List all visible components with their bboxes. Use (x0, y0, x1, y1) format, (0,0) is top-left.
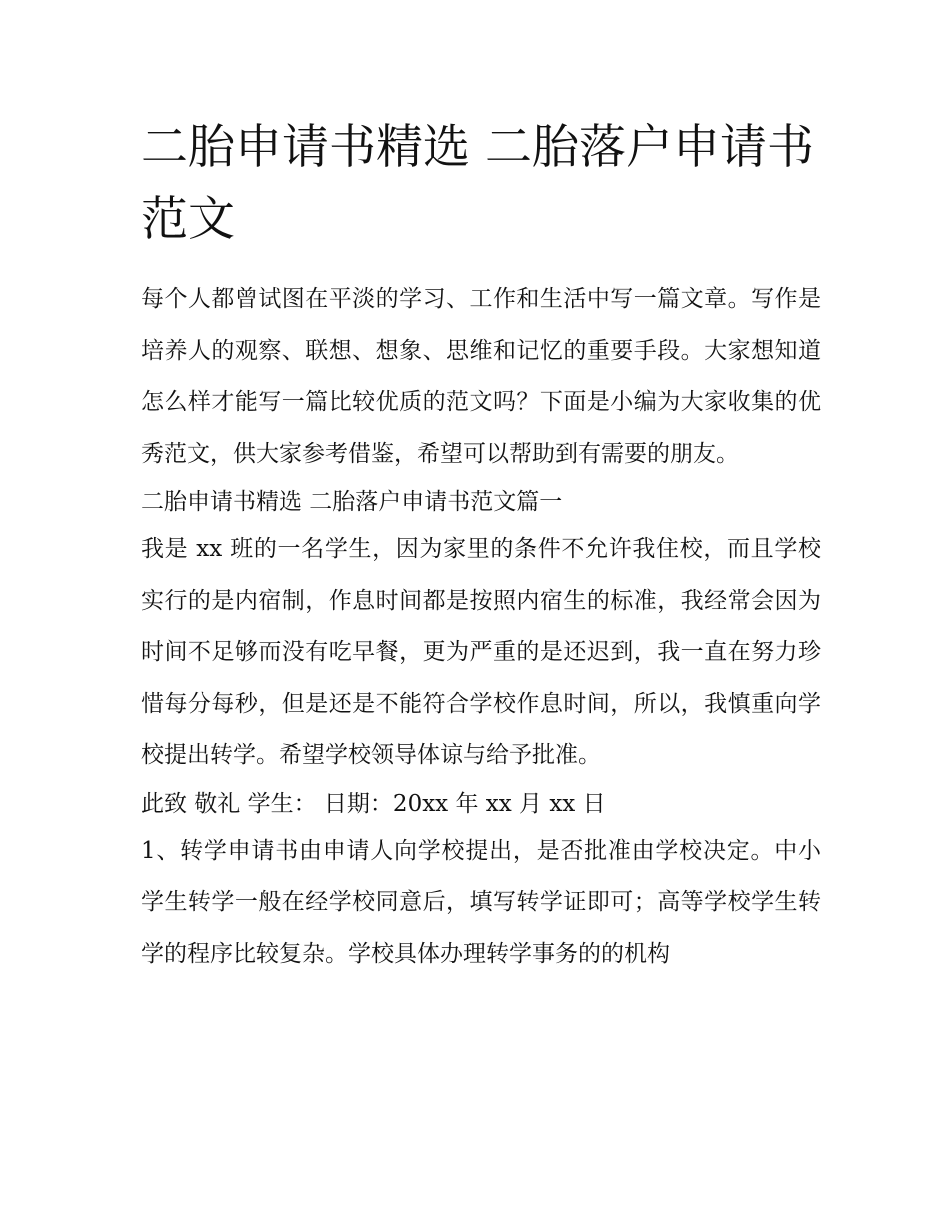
page-title: 二胎申请书精选 二胎落户申请书范文 (141, 120, 814, 247)
document-body (141, 112, 821, 980)
letter-body-paragraph: 我是 xx 班的一名学生，因为家里的条件不允许我住校，而且学校实行的是内宿制，作息时间都是按照内宿生的标准，我经常会因为时间不足够而没有吃早餐，更为严重的是还迟到，我一直在努力珍惜每分每秒，但是还是不能符合学校作息时间，所以，我慎重向学校提出转学。希望学校领导体谅与给予批准。 (141, 536, 821, 768)
note-paragraph: 1、转学申请书由申请人向学校提出，是否批准由学校决定。中小学生转学一般在经学校同意后，填写转学证即可；高等学校学生转学的程序比较复杂。学校具体办理转学事务的的机构 (141, 837, 821, 967)
section-heading: 二胎申请书精选 二胎落户申请书范文篇一 (141, 489, 563, 515)
letter-closing: 此致 敬礼 学生： 日期：20xx 年 xx 月 xx 日 (141, 790, 606, 817)
intro-paragraph: 每个人都曾试图在平淡的学习、工作和生活中写一篇文章。写作是培养人的观察、联想、想象、思维和记忆的重要手段。大家想知道怎么样才能写一篇比较优质的范文吗？下面是小编为大家收集的优秀范文，供大家参考借鉴，希望可以帮助到有需要的朋友。 (141, 286, 821, 467)
